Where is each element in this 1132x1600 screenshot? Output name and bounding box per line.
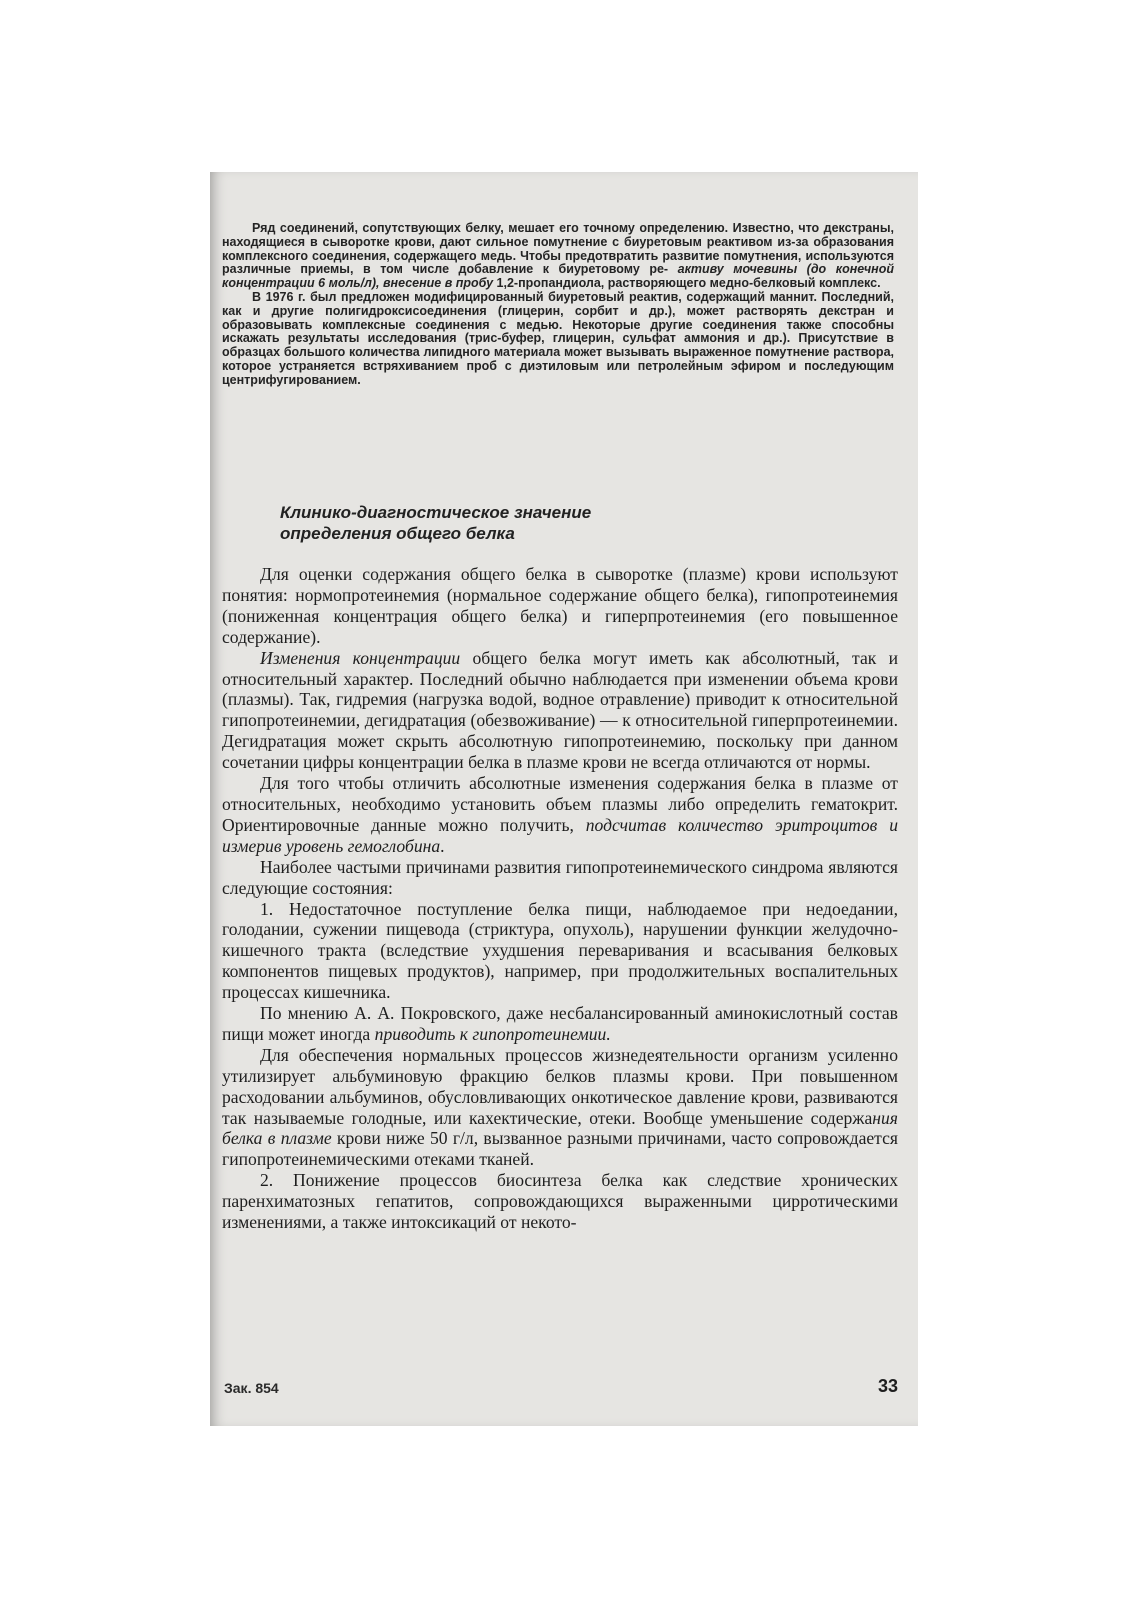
section-heading xyxy=(280,502,720,544)
body-emphasis: приводить к гипопротеинемии. xyxy=(374,1023,611,1044)
small-print-block xyxy=(222,222,894,388)
body-emphasis: Изменения концентрации xyxy=(260,647,461,668)
body-paragraph: Наиболее частыми причинами развития гипопротеинемического синдрома являются следующие состояния: xyxy=(222,856,898,898)
body-paragraph: Для того чтобы отличить абсолютные изменения содержания белка в плазме от относительных, необходимо установить объем плазмы либо определить гематокрит. Ориентировочные данные можно получить, подсчитав количество эритроцитов и измерив уровень гемоглобина. xyxy=(222,773,898,856)
print-order-mark: Зак. 854 xyxy=(224,1380,279,1396)
small-print-paragraph: В 1976 г. был предложен модифицированный биуретовый реактив, содержащий маннит. Последний, как и другие полигидроксисоединения (глицерин, сорбит и др.), может растворять декстран и образовывать комплексные соединения с медью. Некоторые другие соединения также способны искажать результаты исследования (трис-буфер, глицерин, сульфат аммония и др.). Присутствие в образцах большого количества липидного материала может вызывать выраженное помутнение раствора, которое устраняется встряхиванием проб с диэтиловым или петролейным эфиром и последующим центрифугированием. xyxy=(222,289,894,387)
body-paragraph: Для обеспечения нормальных процессов жизнедеятельности организм усиленно утилизирует альбуминовую фракцию белков плазмы крови. При повышенном расходовании альбуминов, обусловливающих онкотическое давление крови, развиваются так называемые голодные, или кахектические, отеки. Вообще уменьшение содержания белка в плазме крови ниже 50 г/л, вызванное разными причинами, часто сопровождается гипопротеинемическими отеками тканей. xyxy=(222,1044,898,1170)
small-print-emphasis: активу мочевины (до конечной концентрации 6 моль/л), внесение в пробу xyxy=(222,262,894,291)
list-item: 1. Недостаточное поступление белка пищи, наблюдаемое при недоедании, голодании, сужении пищевода (стриктура, опухоль), нарушении функции желудочно-кишечного тракта (вследствие ухудшения переваривания и всасывания белковых компонентов пищевых продуктов), например, при продолжительных воспалительных процессах кишечника. xyxy=(222,898,898,1003)
body-paragraph: Для оценки содержания общего белка в сыворотке (плазме) крови используют понятия: нормопротеинемия (нормальное содержание общего белка), гипопротеинемия (пониженная концентрация общего белка) и гиперпротеинемия (его повышенное содержание). xyxy=(222,564,898,647)
small-print-paragraph: Ряд соединений, сопутствующих белку, мешает его точному определению. Известно, что декстраны, находящиеся в сыворотке крови, дают сильное помутнение с биуретовым реактивом из-за образования комплексного соединения, содержащего медь. Чтобы предотвратить развитие помутнения, используются различные приемы, в том числе добавление к биуретовому ре- активу мочевины (до конечной концентрации 6 моль/л), внесение в пробу 1,2-пропандиола, растворяющего медно-белковый комплекс. xyxy=(222,221,894,291)
section-heading-line-1: Клинико-диагностическое значение xyxy=(280,503,592,522)
body-paragraph: Изменения концентрации общего белка могут иметь как абсолютный, так и относительный характер. Последний обычно наблюдается при изменении объема крови (плазмы). Так, гидремия (нагрузка водой, водное отравление) приводит к относительной гипопротеинемии, дегидратация (обезвоживание) — к относительной гиперпротеинемии. Дегидратация может скрыть абсолютную гипопротеинемию, поскольку при данном сочетании цифры концентрации белка в плазме крови не всегда отличаются от нормы. xyxy=(222,647,898,773)
body-emphasis: ния белка в плазме xyxy=(222,1107,898,1149)
body-paragraph: По мнению А. А. Покровского, даже несбалансированный аминокислотный состав пищи может иногда приводить к гипопротеинемии. xyxy=(222,1003,898,1044)
body-emphasis: подсчитав количество эритроцитов и измерив уровень гемоглобина xyxy=(222,814,898,856)
list-item: 2. Понижение процессов биосинтеза белка как следствие хронических паренхиматозных гепатитов, сопровождающихся выраженными цирротическими изменениями, а также интоксикаций от некото- xyxy=(222,1170,898,1233)
main-text xyxy=(222,564,898,1233)
page-number: 33 xyxy=(877,1376,898,1396)
section-heading-line-2: определения общего белка xyxy=(280,524,515,543)
book-page xyxy=(210,172,918,1426)
